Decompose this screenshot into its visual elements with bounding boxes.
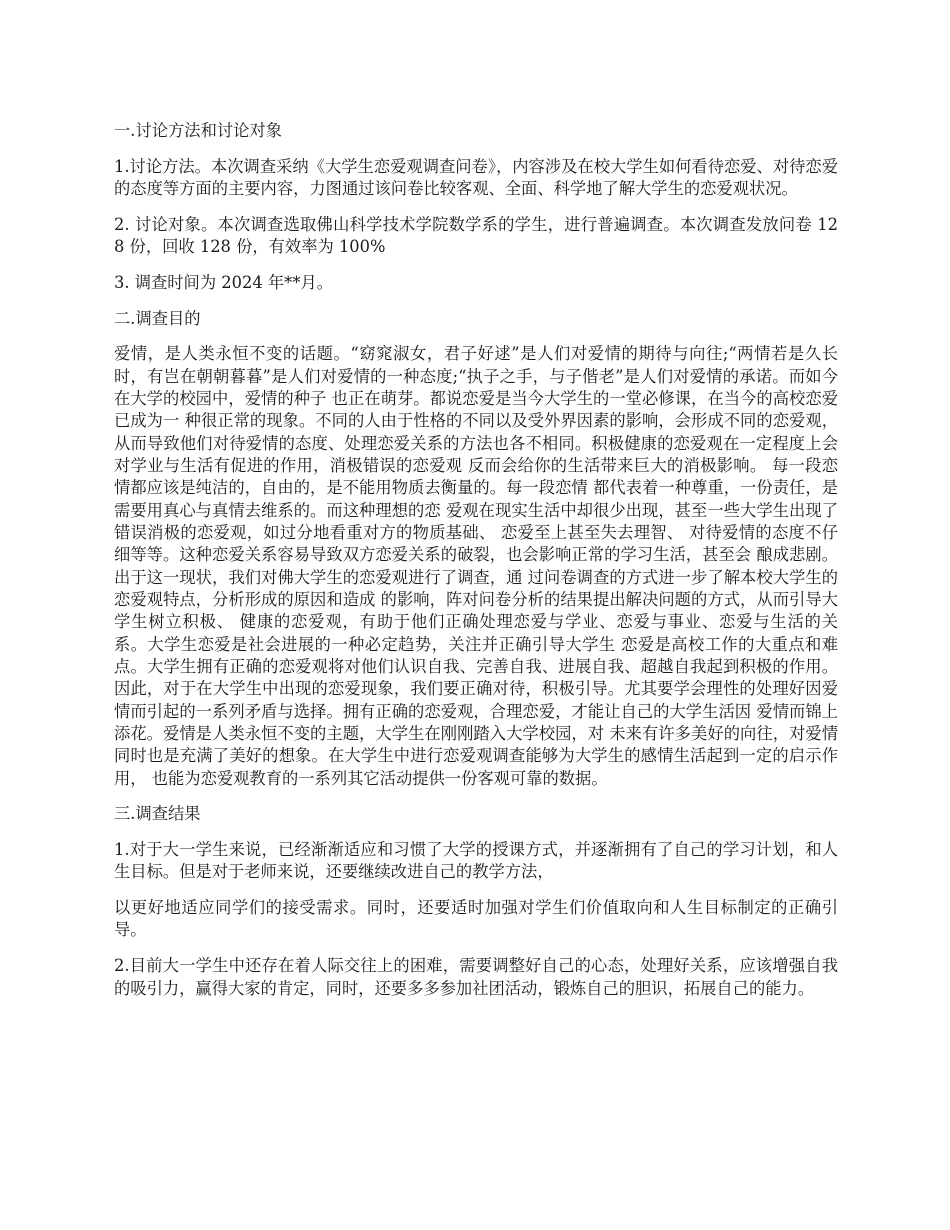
paragraph-survey-time: 3. 调查时间为 2024 年**月。 (114, 272, 334, 292)
paragraph-purpose-body: 爱情，是人类永恒不变的话题。“窈窕淑女，君子好逑”是人们对爱情的期待与向往;“两情若是久长时，有岂在朝朝暮暮”是人们对爱情的一种态度;“执子之手，与子偕老”是人们对爱情的承诺。而如今在大学的校园中，爱情的种子 也正在萌芽。都说恋爱是当今大学生的一堂必修课，在当今的高校恋爱已成为一 种很正常的现象。不同的人由于性格的不同以及受外界因素的影响，会形成不同的恋爱观，从而导致他们对待爱情的态度、处理恋爱关系的方法也各不相同。积极健康的恋爱观在一定程度上会对学业与生活有促进的作用，消极错误的恋爱观 反而会给你的生活带来巨大的消极影响。 每一段恋情都应该是纯洁的，自由的，是不能用物质去衡量的。每一段恋情 都代表着一种尊重，一份责任，是需要用真心与真情去维系的。而这种理想的恋 爱观在现实生活中却很少出现，甚至一些大学生出现了错误消极的恋爱观，如过分地看重对方的物质基础、 恋爱至上甚至失去理智、 对待爱情的态度不仔细等等。这种恋爱关系容易导致双方恋爱关系的破裂，也会影响正常的学习生活，甚至会 酿成悲剧。 出于这一现状，我们对佛大学生的恋爱观进行了调查，通 过问卷调查的方式进一步了解本校大学生的恋爱观特点，分析形成的原因和造成 的影响，阵对问卷分析的结果提出解决问题的方式，从而引导大学生树立积极、 健康的恋爱观，有助于他们正确处理恋爱与学业、恋爱与事业、恋爱与生活的关 系。大学生恋爱是社会进展的一种必定趋势，关注并正确引导大学生 恋爱是高校工作的大重点和难点。大学生拥有正确的恋爱观将对他们认识自我、完善自我、进展自我、超越自我起到积极的作用。因此，对于在大学生中出现的恋爱现象，我们要正确对待，积极引导。尤其要学会理性的处理好因爱情而引起的一系列矛盾与选择。拥有正确的恋爱观，合理恋爱，才能让自己的大学生活因 爱情而锦上添花。爱情是人类永恒不变的主题，大学生在刚刚踏入大学校园，对 未来有许多美好的向往，对爱情同时也是充满了美好的想象。在大学生中进行恋爱观调查能够为大学生的感情生活起到一定的启示作用， 也能为恋爱观教育的一系列其它活动提供一份客观可靠的数据。 (114, 344, 838, 788)
paragraph-result-1: 1.对于大一学生来说，已经渐渐适应和习惯了大学的授课方式，并逐渐拥有了自己的学习计划，和人生目标。但是对于老师来说，还要继续改进自己的教学方法， (114, 839, 838, 882)
paragraph-result-2: 2.目前大一学生中还存在着人际交往上的困难，需要调整好自己的心态，处理好关系，应该增强自我的吸引力，赢得大家的肯定，同时，还要多多参加社团活动，锻炼自己的胆识，拓展自己的能力。 (114, 956, 838, 998)
section-heading-purpose: 二.调查目的 (114, 308, 201, 328)
paragraph-subjects: 2. 讨论对象。本次调查选取佛山科学技术学院数学系的学生，进行普遍调查。本次调查发放问卷 128 份，回收 128 份，有效率为 100% (114, 214, 838, 257)
document-body (114, 120, 838, 1013)
paragraph-result-1-continued: 以更好地适应同学们的接受需求。同时，还要适时加强对学生们价值取向和人生目标制定的正确引导。 (114, 897, 838, 940)
paragraph-method: 1.讨论方法。本次调查采纳《大学生恋爱观调查问卷》，内容涉及在校大学生如何看待恋爱、对待恋爱的态度等方面的主要内容，力图通过该问卷比较客观、全面、科学地了解大学生的恋爱观状况。 (114, 156, 838, 199)
section-heading-methods: 一.讨论方法和讨论对象 (114, 121, 282, 140)
section-heading-results: 三.调查结果 (114, 804, 201, 824)
